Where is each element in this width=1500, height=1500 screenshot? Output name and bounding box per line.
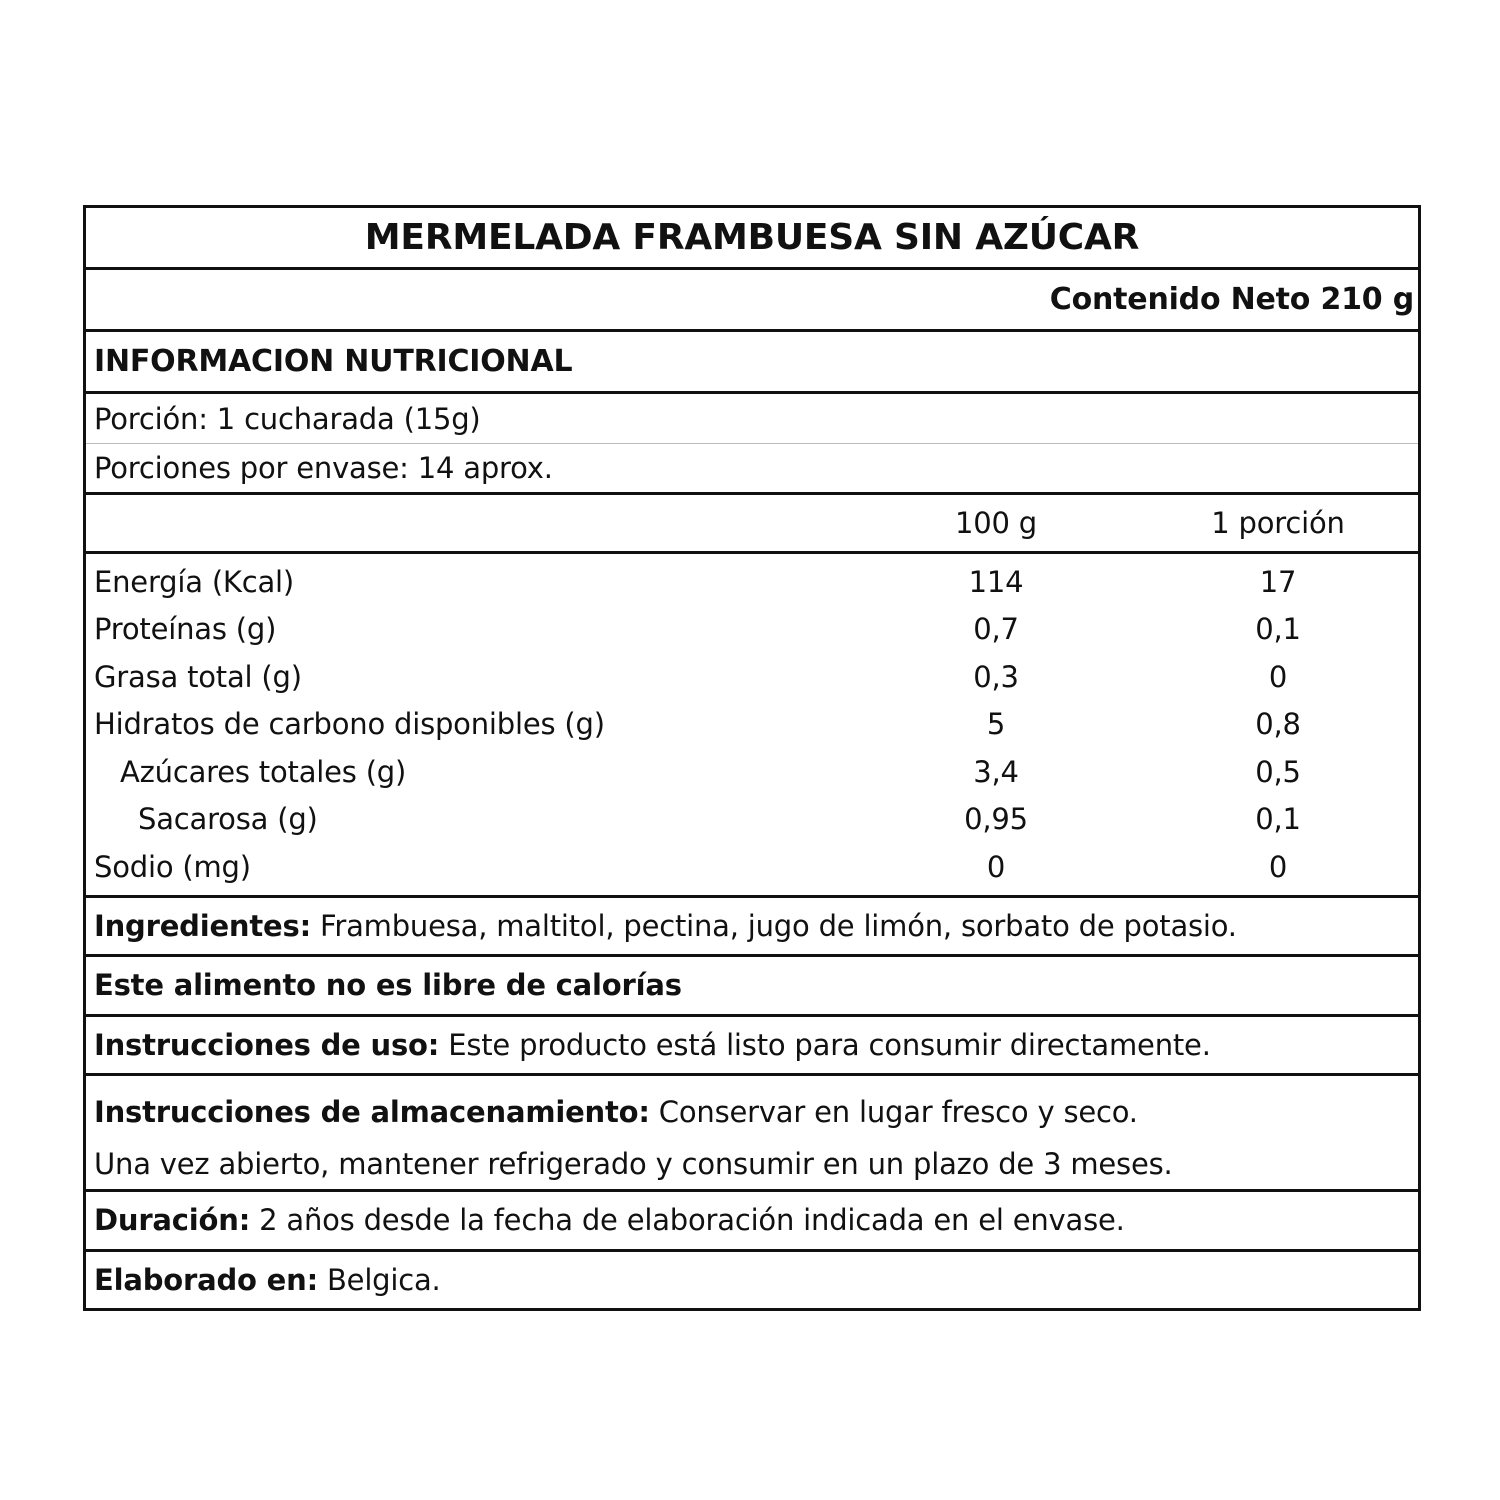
nutrient-name: Hidratos de carbono disponibles (g)	[94, 707, 605, 742]
nutrient-value-100g: 0,95	[964, 802, 1028, 837]
portion-size: Porción: 1 cucharada (15g)	[86, 394, 1418, 444]
net-content: Contenido Neto 210 g	[86, 270, 1418, 332]
nutrient-row-energy	[86, 558, 1418, 606]
nutrient-table	[86, 554, 1418, 898]
usage-text: Este producto está listo para consumir directamente.	[439, 1027, 1211, 1062]
nutrient-value-portion: 0	[1268, 659, 1288, 694]
product-title: MERMELADA FRAMBUESA SIN AZÚCAR	[86, 208, 1418, 270]
nutrient-value-100g: 0	[986, 849, 1006, 884]
nutrient-value-100g: 0,7	[973, 612, 1019, 647]
nutrient-value-portion: 0,8	[1255, 707, 1301, 742]
column-headers	[86, 495, 1418, 554]
nutrient-name: Sacarosa (g)	[138, 802, 318, 837]
calorie-notice: Este alimento no es libre de calorías	[86, 957, 1418, 1017]
usage-instructions	[86, 1017, 1418, 1076]
nutrient-value-portion: 0,1	[1255, 612, 1301, 647]
nutrient-name: Energía (Kcal)	[94, 564, 295, 599]
portions-per-container: Porciones por envase: 14 aprox.	[86, 444, 1418, 495]
made-in-label: Elaborado en:	[94, 1262, 318, 1297]
storage-text-line2: Una vez abierto, mantener refrigerado y consumir en un plazo de 3 meses.	[94, 1146, 1173, 1181]
nutrient-value-100g: 0,3	[973, 659, 1019, 694]
nutrient-value-100g: 3,4	[973, 754, 1019, 789]
made-in-text: Belgica.	[317, 1262, 441, 1297]
storage-text: Conservar en lugar fresco y seco.	[649, 1094, 1138, 1129]
nutrient-row-sodium	[86, 843, 1418, 891]
nutrient-row-fat	[86, 653, 1418, 701]
nutrient-value-portion: 17	[1259, 564, 1297, 599]
ingredients-text: Frambuesa, maltitol, pectina, jugo de limón, sorbato de potasio.	[310, 908, 1237, 943]
nutrient-name: Azúcares totales (g)	[120, 754, 407, 789]
duration-label: Duración:	[94, 1203, 251, 1237]
nutrient-row-carbs	[86, 701, 1418, 749]
nutrient-value-100g: 5	[986, 707, 1006, 742]
nutrient-name: Proteínas (g)	[94, 612, 277, 647]
storage-instructions	[86, 1076, 1418, 1192]
duration-text: 2 años desde la fecha de elaboración indicada en el envase.	[250, 1203, 1125, 1237]
origin	[86, 1252, 1418, 1311]
ingredients	[86, 898, 1418, 957]
column-header-100g: 100 g	[955, 506, 1037, 540]
nutrient-value-100g: 114	[968, 564, 1024, 599]
nutrient-value-portion: 0,1	[1255, 802, 1301, 837]
nutrition-info-header: INFORMACION NUTRICIONAL	[86, 332, 1418, 394]
nutrient-value-portion: 0,5	[1255, 754, 1301, 789]
nutrient-row-protein	[86, 606, 1418, 654]
ingredients-label: Ingredientes:	[94, 908, 311, 943]
nutrient-row-sugars	[86, 748, 1418, 796]
usage-label: Instrucciones de uso:	[94, 1027, 440, 1062]
nutrient-value-portion: 0	[1268, 849, 1288, 884]
nutrition-label	[83, 205, 1421, 1311]
column-header-portion: 1 porción	[1211, 506, 1345, 540]
nutrient-row-sucrose	[86, 796, 1418, 844]
nutrient-name: Grasa total (g)	[94, 659, 302, 694]
shelf-life	[86, 1192, 1418, 1252]
storage-label: Instrucciones de almacenamiento:	[94, 1094, 650, 1129]
nutrient-name: Sodio (mg)	[94, 849, 251, 884]
